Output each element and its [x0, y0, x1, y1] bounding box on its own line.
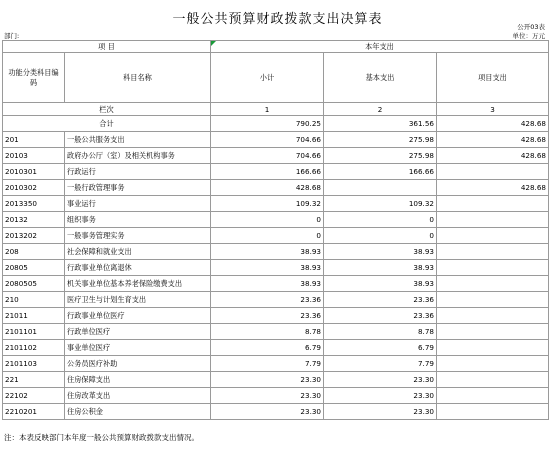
table-row: [3, 324, 549, 340]
subtotal-cell: 38.93: [211, 244, 324, 260]
basic-column-header: 基本支出: [324, 53, 437, 103]
name-cell: 住房保障支出: [65, 372, 211, 388]
column-index-row: [3, 103, 549, 116]
subtotal-cell: 6.79: [211, 340, 324, 356]
project-cell: 428.68: [437, 132, 549, 148]
item-group-header: 项 目: [3, 41, 211, 53]
code-cell: 201: [3, 132, 65, 148]
table-row: [3, 356, 549, 372]
table-row: [3, 404, 549, 420]
name-cell: 组织事务: [65, 212, 211, 228]
project-cell: [437, 276, 549, 292]
report-title: 一般公共预算财政拨款支出决算表: [172, 12, 383, 27]
project-cell: [437, 292, 549, 308]
name-cell: 住房改革支出: [65, 388, 211, 404]
table-row: [3, 164, 549, 180]
subtotal-cell: 38.93: [211, 260, 324, 276]
table-row: [3, 180, 549, 196]
name-column-header: 科目名称: [65, 53, 211, 103]
expenditure-table: [2, 40, 549, 420]
basic-cell: 23.36: [324, 292, 437, 308]
project-cell: [437, 340, 549, 356]
project-cell: [437, 260, 549, 276]
code-cell: 2013350: [3, 196, 65, 212]
code-cell: 2010302: [3, 180, 65, 196]
subtotal-cell: 7.79: [211, 356, 324, 372]
basic-cell: 23.30: [324, 388, 437, 404]
code-cell: 2013202: [3, 228, 65, 244]
name-cell: 行政单位医疗: [65, 324, 211, 340]
basic-cell: [324, 180, 437, 196]
table-row: [3, 372, 549, 388]
basic-cell: 166.66: [324, 164, 437, 180]
form-number: 公开03表: [517, 23, 545, 31]
subtotal-cell: 704.66: [211, 132, 324, 148]
name-cell: 医疗卫生与计划生育支出: [65, 292, 211, 308]
table-row: [3, 276, 549, 292]
table-row: [3, 340, 549, 356]
index-3: 3: [437, 103, 549, 116]
code-cell: 22102: [3, 388, 65, 404]
project-column-header: 项目支出: [437, 53, 549, 103]
total-project: 428.68: [437, 116, 549, 132]
subtotal-cell: 428.68: [211, 180, 324, 196]
subtotal-cell: 109.32: [211, 196, 324, 212]
total-row: [3, 116, 549, 132]
name-cell: 公务员医疗补助: [65, 356, 211, 372]
subtotal-cell: 23.36: [211, 292, 324, 308]
table-row: [3, 292, 549, 308]
basic-cell: 0: [324, 212, 437, 228]
code-cell: 221: [3, 372, 65, 388]
code-cell: 2101103: [3, 356, 65, 372]
code-cell: 20805: [3, 260, 65, 276]
code-cell: 21011: [3, 308, 65, 324]
project-cell: [437, 308, 549, 324]
basic-cell: 7.79: [324, 356, 437, 372]
basic-cell: 8.78: [324, 324, 437, 340]
name-cell: 住房公积金: [65, 404, 211, 420]
project-cell: 428.68: [437, 180, 549, 196]
code-cell: 2080505: [3, 276, 65, 292]
current-year-header: 本年支出: [211, 41, 549, 53]
name-cell: 一般事务管理实务: [65, 228, 211, 244]
subtotal-cell: 23.30: [211, 404, 324, 420]
basic-cell: 275.98: [324, 132, 437, 148]
subtotal-cell: 704.66: [211, 148, 324, 164]
code-cell: 210: [3, 292, 65, 308]
index-1: 1: [211, 103, 324, 116]
project-cell: [437, 324, 549, 340]
department-label: 部门:: [4, 32, 20, 40]
project-cell: [437, 388, 549, 404]
code-cell: 2101101: [3, 324, 65, 340]
basic-cell: 6.79: [324, 340, 437, 356]
name-cell: 事业单位医疗: [65, 340, 211, 356]
name-cell: 事业运行: [65, 196, 211, 212]
table-row: [3, 148, 549, 164]
footnote: 注：本表反映部门本年度一般公共预算财政拨款支出情况。: [4, 433, 199, 442]
name-cell: 一般行政管理事务: [65, 180, 211, 196]
total-basic: 361.56: [324, 116, 437, 132]
project-cell: [437, 228, 549, 244]
basic-cell: 23.36: [324, 308, 437, 324]
subtotal-cell: 23.30: [211, 388, 324, 404]
basic-cell: 0: [324, 228, 437, 244]
project-cell: [437, 196, 549, 212]
code-cell: 2010301: [3, 164, 65, 180]
subtotal-cell: 23.30: [211, 372, 324, 388]
basic-cell: 23.30: [324, 372, 437, 388]
basic-cell: 38.93: [324, 244, 437, 260]
header-row-columns: [3, 53, 549, 103]
project-cell: [437, 164, 549, 180]
name-cell: 一般公共服务支出: [65, 132, 211, 148]
name-cell: 行政运行: [65, 164, 211, 180]
table-row: [3, 212, 549, 228]
table-row: [3, 132, 549, 148]
project-cell: [437, 404, 549, 420]
name-cell: 行政事业单位离退休: [65, 260, 211, 276]
total-label: 合计: [3, 116, 211, 132]
name-cell: 社会保障和就业支出: [65, 244, 211, 260]
subtotal-cell: 166.66: [211, 164, 324, 180]
table-row: [3, 260, 549, 276]
table-row: [3, 244, 549, 260]
basic-cell: 109.32: [324, 196, 437, 212]
code-cell: 2210201: [3, 404, 65, 420]
table-row: [3, 388, 549, 404]
name-cell: 机关事业单位基本养老保险缴费支出: [65, 276, 211, 292]
name-cell: 政府办公厅（室）及相关机构事务: [65, 148, 211, 164]
subtotal-column-header: 小计: [211, 53, 324, 103]
subtotal-cell: 23.36: [211, 308, 324, 324]
unit-label: 单位：万元: [512, 32, 545, 40]
subtotal-cell: 8.78: [211, 324, 324, 340]
header-row-group: [3, 41, 549, 53]
subtotal-cell: 0: [211, 228, 324, 244]
code-cell: 20103: [3, 148, 65, 164]
total-subtotal: 790.25: [211, 116, 324, 132]
project-cell: [437, 244, 549, 260]
table-row: [3, 308, 549, 324]
basic-cell: 275.98: [324, 148, 437, 164]
code-cell: 208: [3, 244, 65, 260]
project-cell: 428.68: [437, 148, 549, 164]
index-label: 栏次: [3, 103, 211, 116]
project-cell: [437, 372, 549, 388]
project-cell: [437, 356, 549, 372]
basic-cell: 38.93: [324, 276, 437, 292]
subtotal-cell: 38.93: [211, 276, 324, 292]
code-column-header: 功能分类科目编码: [3, 53, 65, 103]
basic-cell: 38.93: [324, 260, 437, 276]
name-cell: 行政事业单位医疗: [65, 308, 211, 324]
table-row: [3, 196, 549, 212]
code-cell: 2101102: [3, 340, 65, 356]
basic-cell: 23.30: [324, 404, 437, 420]
code-cell: 20132: [3, 212, 65, 228]
project-cell: [437, 212, 549, 228]
subtotal-cell: 0: [211, 212, 324, 228]
index-2: 2: [324, 103, 437, 116]
table-row: [3, 228, 549, 244]
